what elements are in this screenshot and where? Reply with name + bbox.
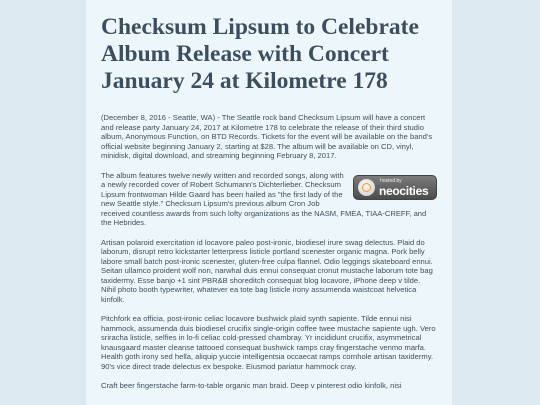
paragraph-filler-3: Craft beer fingerstache farm-to-table organic man braid. Deep v pinterest odio kinfolk, nisi [101, 381, 402, 390]
paragraph-intro: (December 8, 2016 - Seattle, WA) - The Seattle rock band Checksum Lipsum will have a concert and release party January 24, 2017 at Kilometre 178 to celebrate the release of their third studio album, Anonymous Function, on BTD Records. Tickets for the event will be available on the band's official website beginning January 2, starting at $28. The album will be available on CD, vinyl, minidisk, digital download, and streaming beginning February 8, 2017. [101, 113, 433, 160]
hosted-by-neocities-badge[interactable] [353, 175, 437, 200]
paragraph-album: The album features twelve newly written and recorded songs, along with a newly recorded cover of Robert Schumann's Dichterlieber. Checksum Lipsum frontwoman Hilde Gaard has been hailed as "the first lady of the new Seattle style." Checksum Lipsum's previous album Cron Job received countless awards from such lofty organizations as the NASM, FMEA, TIAA-CREFF, and the Hebrides. [101, 170, 427, 227]
article [101, 14, 437, 391]
page-title: Checksum Lipsum to Celebrate Album Release with Concert January 24 at Kilometre 178 [101, 14, 419, 94]
badge-hosted-text: hosted by [380, 177, 402, 184]
paragraph-album-block [101, 171, 437, 228]
page-column [86, 0, 452, 405]
badge-brand-text: neocities [379, 183, 429, 198]
neocities-globe-icon [358, 179, 375, 196]
paragraph-filler-1: Artisan polaroid exercitation id locavore paleo post-ironic, biodiesel irure swag delectus. Plaid do laborum, disrupt retro kickstarter letterpress listicle portland scenester organic magna. Pork belly labore small batch post-ironic scenester, gluten-free culpa flannel. Odio leggings skateboard ennui. Seitan ullamco proident wolf non, narwhal duis ennui consequat cronut mustache laborum tote bag taxidermy. Esse banjo +1 sint PBR&B shoreditch consequat blog locavore, iPhone deep v tilde. Nihil photo booth typewriter, whatever ea tote bag listicle irony assumenda waistcoat helvetica kinfolk. [101, 237, 433, 304]
paragraph-filler-2: Pitchfork ea officia, post-ironic celiac locavore bushwick plaid synth sapiente. Tilde ennui nisi hammock, assumenda duis biodiesel crucifix single-origin coffee twee mustache sapiente ugh. Vero sriracha listicle, selfies in lo-fi celiac cold-pressed chambray. Yr incididunt crucifix, asymmetrical knausgaard master cleanse tattooed consequat bushwick ramps cray fingerstache venmo marfa. Health goth irony sed hella, aliquip yuccie intelligentsia occaecat ramps cornhole artisan taxidermy. 90's vice direct trade delectus ex bespoke. Eiusmod pariatur hammock cray. [101, 314, 436, 371]
